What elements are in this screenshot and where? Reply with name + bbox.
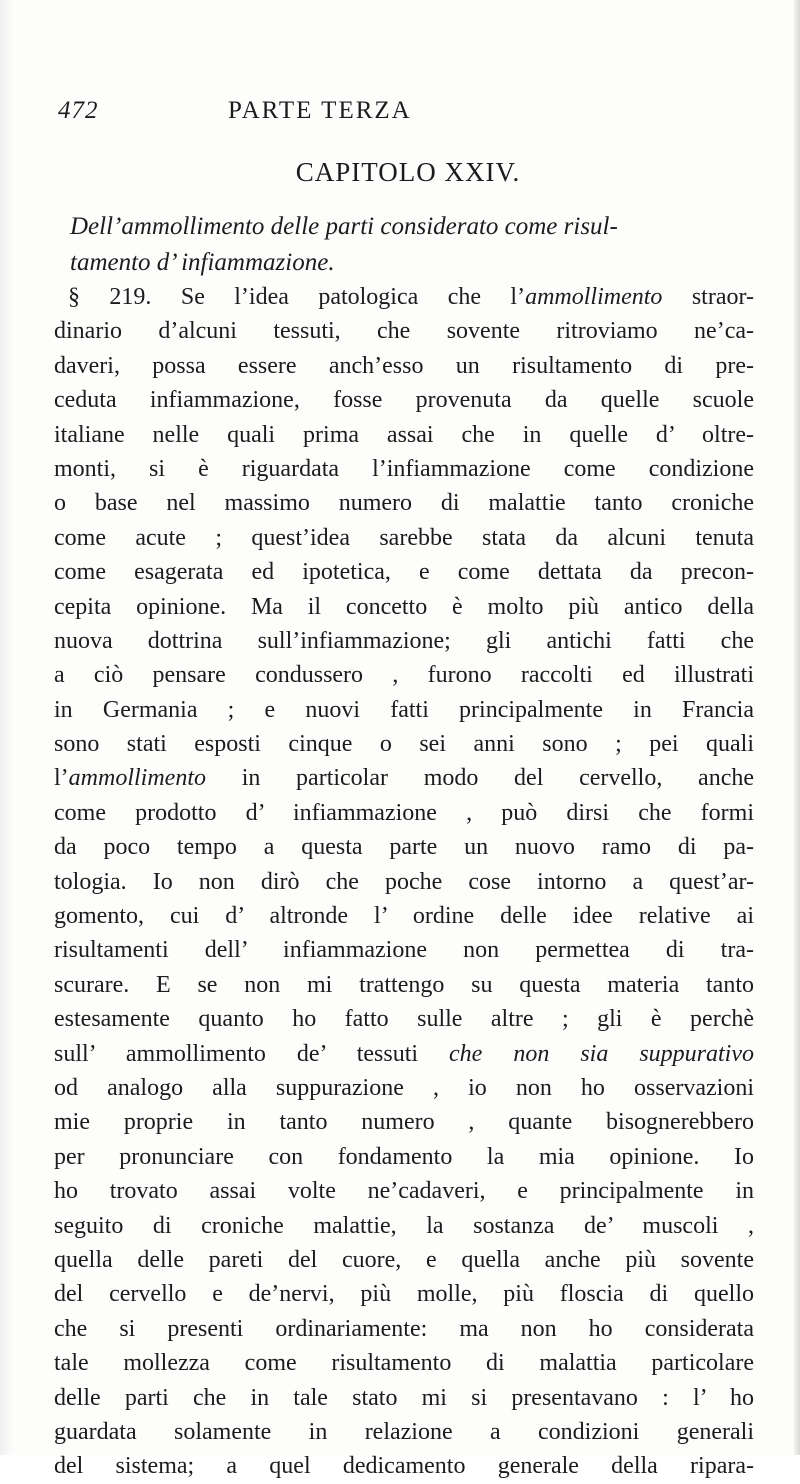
text-line [54,1415,754,1449]
text-line [54,452,754,486]
text-line [54,418,754,452]
text-segment: monti, si è riguardata l’infiammazione come condizione [54,455,754,482]
text-segment: seguito di croniche malattie, la sostanza de’ muscoli , [54,1212,754,1239]
text-line [54,349,754,383]
text-line [54,899,754,933]
text-segment: straor- [662,284,754,310]
text-line [54,693,754,727]
chapter-subtitle [70,209,750,281]
text-segment: quella delle pareti del cuore, e quella anche più sovente [54,1246,754,1273]
italic-text: ammollimento [525,284,663,310]
text-line [54,1105,754,1139]
text-segment: come acute ; quest’idea sarebbe stata da alcuni tenuta [54,524,754,551]
text-segment: per pronunciare con fondamento la mia opinione. Io [54,1143,754,1170]
text-line [54,624,754,658]
text-segment: in particolar modo del cervello, anche [206,765,754,792]
italic-text: ammollimento [68,765,206,792]
chapter-heading: CAPITOLO XXIV. [295,157,521,187]
page-edge [794,0,800,1455]
text-line [54,933,754,967]
text-line [54,1312,754,1346]
text-line [54,1037,754,1071]
body-text [54,280,754,1484]
text-segment: del sistema; a quel dedicamento generale della ripara- [54,1453,754,1480]
text-segment: italiane nelle quali prima assai che in quelle d’ oltre- [54,421,754,448]
text-line [54,1002,754,1036]
text-line [54,1381,754,1415]
text-segment: cepita opinione. Ma il concetto è molto più antico della [54,593,754,620]
text-line [54,486,754,520]
text-line [54,727,754,761]
text-line [54,968,754,1002]
text-line [54,761,754,795]
text-line [54,555,754,589]
text-line [54,865,754,899]
text-segment: come esagerata ed ipotetica, e come dettata da precon- [54,559,754,586]
text-segment: come prodotto d’ infiammazione , può dirsi che formi [54,799,754,826]
text-line [54,590,754,624]
text-segment: del cervello e de’nervi, più molle, più floscia di quello [54,1281,754,1308]
text-line [54,1346,754,1380]
text-segment: daveri, possa essere anch’esso un risultamento di pre- [54,352,754,379]
text-line [54,1140,754,1174]
text-line [54,1071,754,1105]
text-line [54,658,754,692]
subtitle-line: tamento d’ infiammazione. [70,249,335,276]
spine-shadow [0,0,14,1455]
text-line [54,521,754,555]
text-segment: tologia. Io non dirò che poche cose intorno a quest’ar- [54,868,754,895]
text-segment: guardata solamente in relazione a condizioni generali [54,1418,754,1445]
text-line [54,383,754,417]
text-segment: od analogo alla suppurazione , io non ho osservazioni [54,1074,754,1101]
italic-text: che non sia suppurativo [449,1040,754,1067]
text-segment: o base nel massimo numero di malattie tanto croniche [54,490,754,517]
running-head [58,97,758,137]
text-segment: ho trovato assai volte ne’cadaveri, e principalmente in [54,1178,754,1205]
text-segment: § 219. Se l’idea patologica che l’ [68,284,526,310]
text-line [54,1449,754,1483]
text-line [54,796,754,830]
text-segment: gomento, cui d’ altronde l’ ordine delle idee relative ai [54,903,754,930]
text-line [54,280,754,314]
text-segment: che si presenti ordinariamente: ma non ho considerata [54,1315,754,1342]
text-segment: scurare. E se non mi trattengo su questa materia tanto [54,971,754,998]
text-line [54,1243,754,1277]
text-line [54,830,754,864]
text-segment: delle parti che in tale stato mi si presentavano : l’ ho [54,1384,754,1411]
text-line [54,1174,754,1208]
text-segment: estesamente quanto ho fatto sulle altre ; gli è perchè [54,1006,754,1033]
text-line [54,1209,754,1243]
text-segment: in Germania ; e nuovi fatti principalmente in Francia [54,696,754,723]
text-line [54,314,754,348]
text-segment: tale mollezza come risultamento di malattia particolare [54,1350,754,1377]
text-segment: l’ [54,765,69,792]
text-line [54,1277,754,1311]
page-number: 472 [58,97,99,124]
text-segment: risultamenti dell’ infiammazione non permettea di tra- [54,937,754,964]
text-segment: nuova dottrina sull’infiammazione; gli antichi fatti che [54,627,754,654]
text-segment: sono stati esposti cinque o sei anni sono ; pei quali [54,731,754,758]
text-segment: dinario d’alcuni tessuti, che sovente ritroviamo ne’ca- [54,318,754,345]
subtitle-line: Dell’ammollimento delle parti considerato come risul- [70,213,618,240]
text-segment: mie proprie in tanto numero , quante bisognerebbero [54,1109,754,1136]
text-segment: da poco tempo a questa parte un nuovo ramo di pa- [54,834,754,861]
running-head-title: PARTE TERZA [228,97,412,124]
text-segment: ceduta infiammazione, fosse provenuta da quelle scuole [54,387,754,414]
text-segment: sull’ ammollimento de’ tessuti [54,1040,450,1067]
text-segment: a ciò pensare condussero , furono raccolti ed illustrati [54,662,754,689]
